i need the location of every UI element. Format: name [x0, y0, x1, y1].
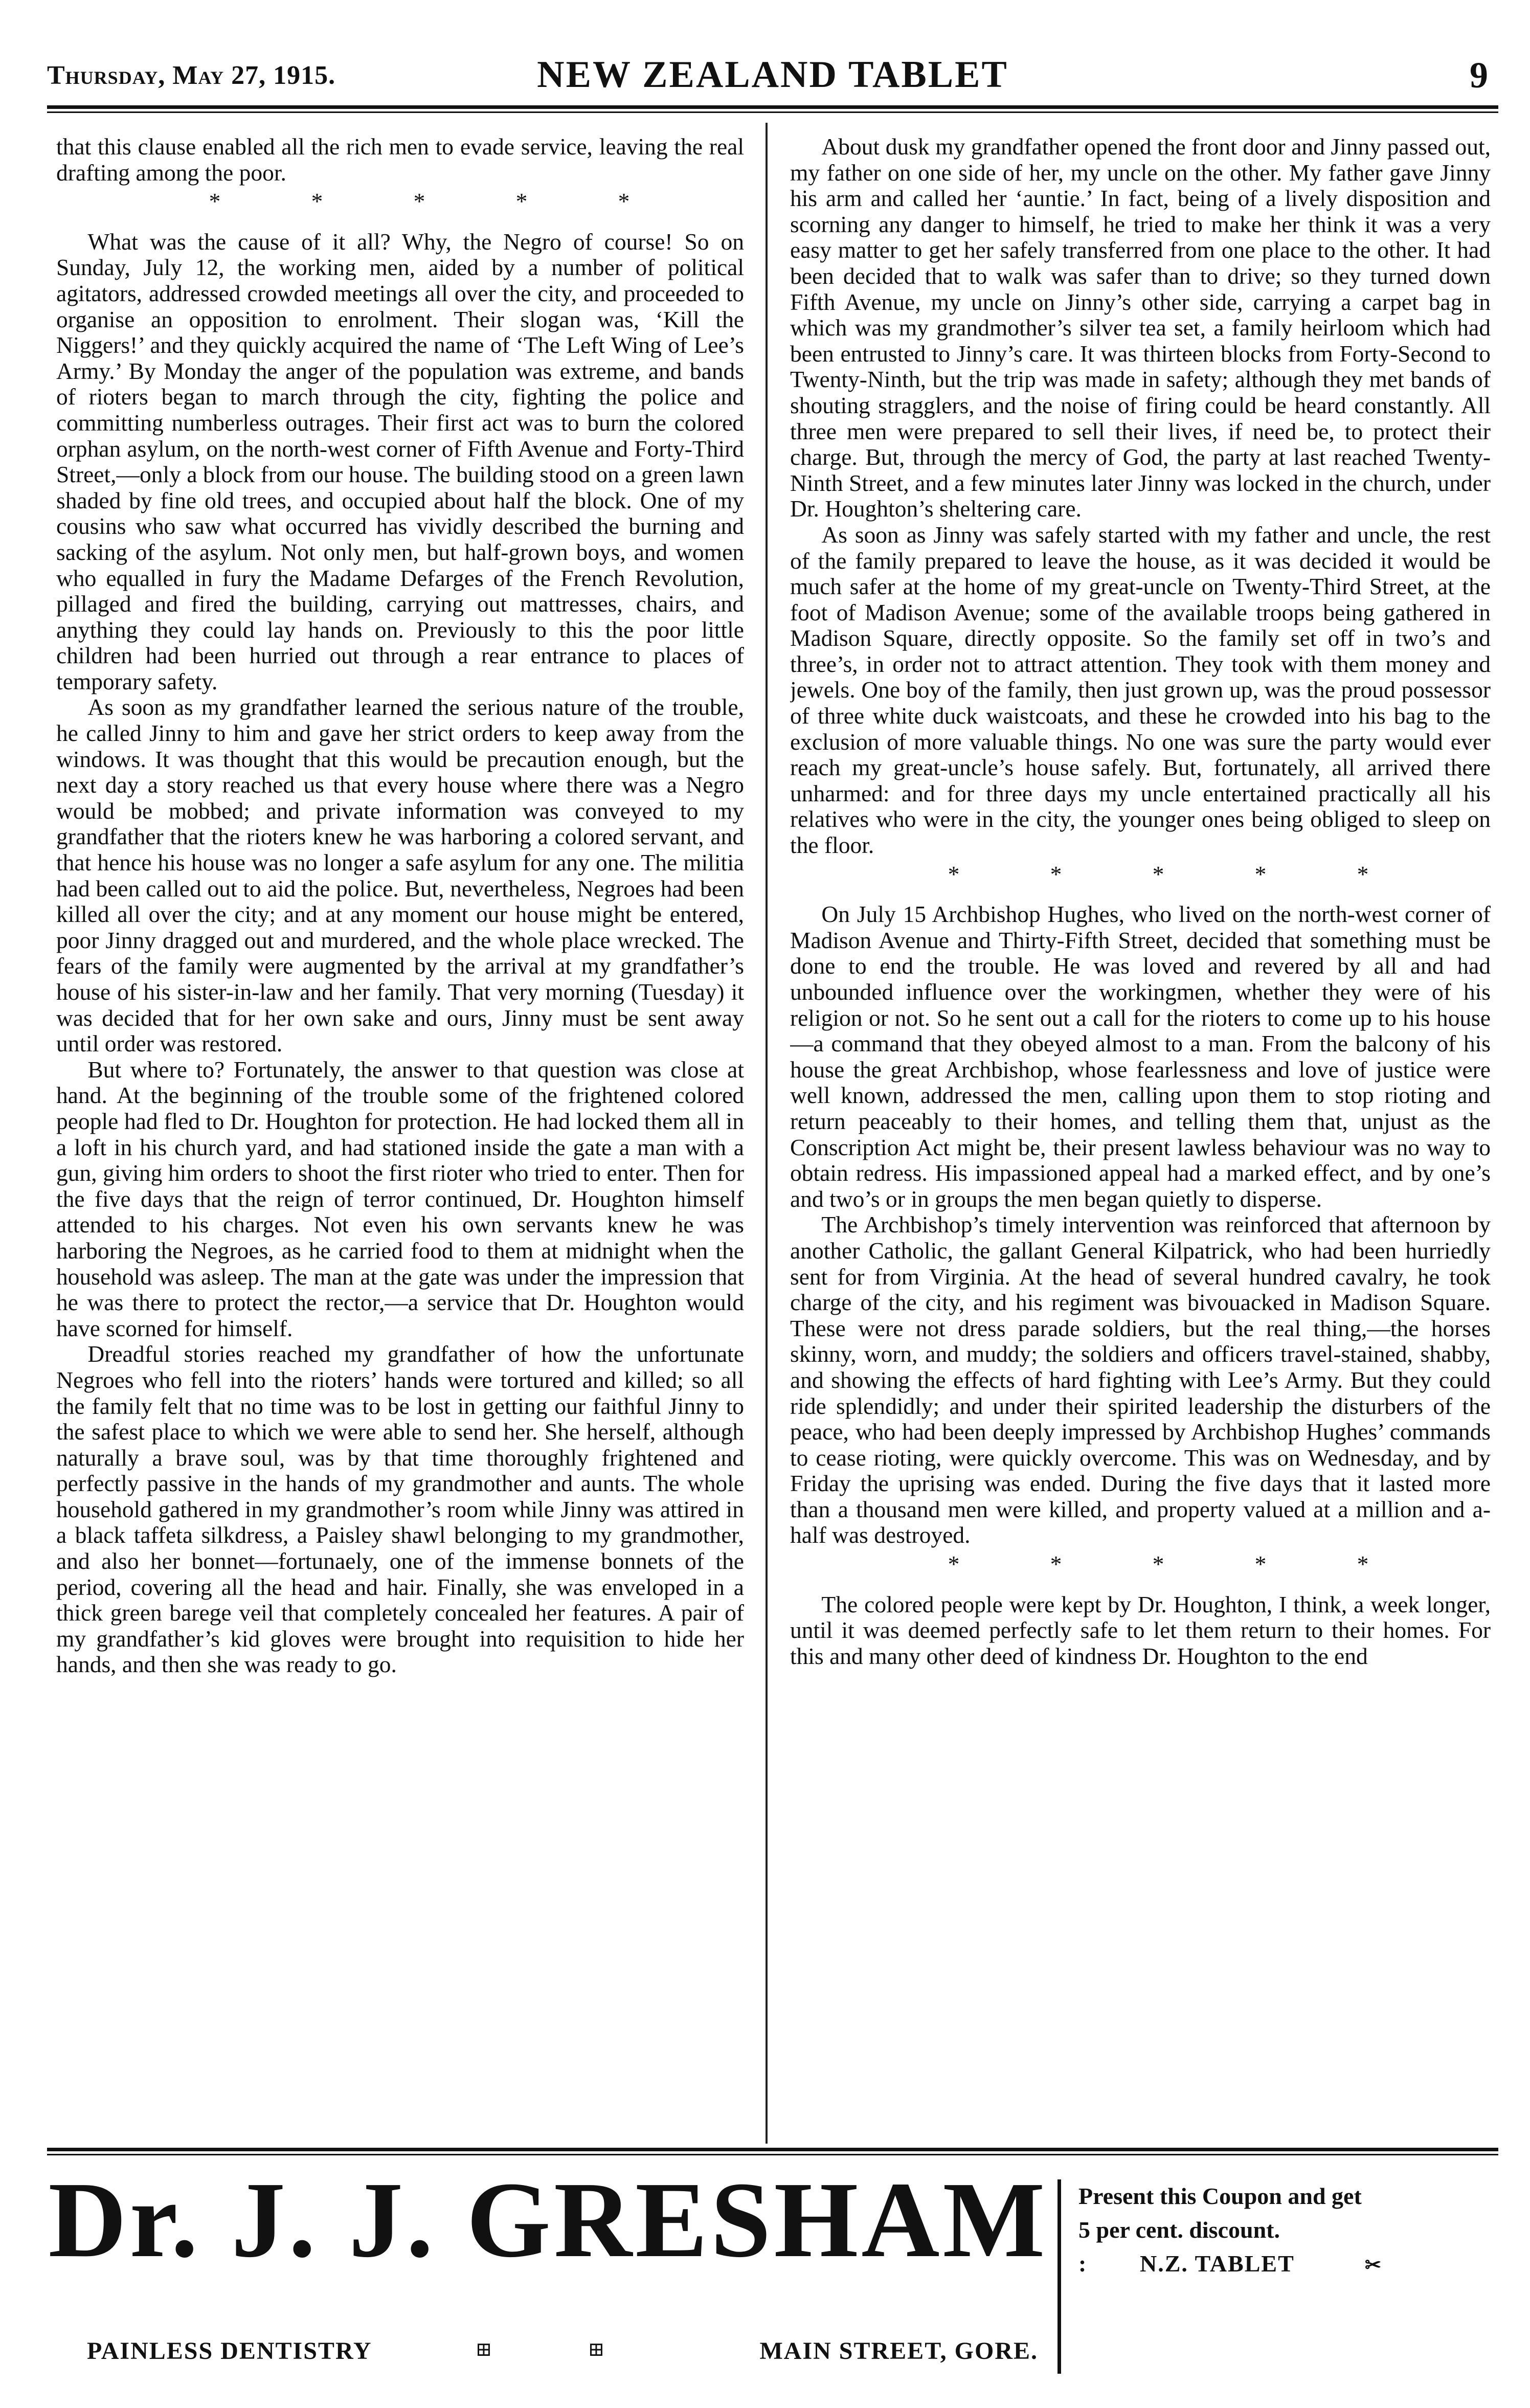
advertiser-name: Dr. J. J. GRESHAM [48, 2159, 1048, 2280]
separator-star: * [1050, 1551, 1062, 1578]
newspaper-title: NEW ZEALAND TABLET [537, 54, 1008, 96]
advertisement-service: PAINLESS DENTISTRY [87, 2337, 372, 2365]
coupon-colon: : [1078, 2251, 1087, 2277]
section-separator [790, 1551, 1491, 1578]
article-paragraph: On July 15 Archbishop Hughes, who lived on the north-west corner of Madison Avenue and Thirty-Fifth Street, decided that something must be done to end the trouble. He was loved and revered by all and had unbounded influence over the workingmen, whether they were of his religion or not. So he sent out a call for the rioters to come up to his house—a command that they obeyed almost to a man. From the balcony of his house the great Archbishop, whose fearlessness and love of justice were well known, addressed the men, calling upon them to stop rioting and return peaceably to their homes, and telling them that, unjust as the Conscription Act might be, their present lawless behaviour was no way to obtain redress. His impassioned appeal had a marked effect, and by one’s and two’s or in groups the men began quietly to disperse. [790, 901, 1491, 1212]
article-paragraph: that this clause enabled all the rich men to evade service, leaving the real drafting among the poor. [56, 134, 744, 186]
section-separator [790, 862, 1491, 888]
separator-star: * [948, 861, 960, 887]
left-column [56, 134, 744, 2139]
separator-star: * [1050, 861, 1062, 887]
separator-star: * [618, 188, 630, 215]
ornament-icon: ⊞ [476, 2339, 494, 2360]
scissor-icon: ✂ [1365, 2255, 1381, 2276]
column-divider [766, 123, 768, 2144]
coupon-discount: 5 per cent. discount. [1078, 2217, 1280, 2243]
separator-star: * [1357, 861, 1369, 887]
right-column [790, 134, 1491, 2139]
article-paragraph: But where to? Fortunately, the answer to that question was close at hand. At the beginning of the trouble some of the frightened colored people had fled to Dr. Houghton for protection. He had locked them all in a loft in his church yard, and had stationed inside the gate a man with a gun, giving him orders to shoot the first rioter who tried to enter. Then for the five days that the reign of terror continued, Dr. Houghton himself attended to his charges. Not even his own servants knew he was harboring the Negroes, as he carried food to them at midnight when the household was asleep. The man at the gate was under the impression that he was there to protect the rector,—a service that Dr. Houghton would have scorned for himself. [56, 1056, 744, 1341]
article-paragraph: The colored people were kept by Dr. Houghton, I think, a week longer, until it was deemed perfectly safe to let them return to their homes. For this and many other deed of kindness Dr. Houghton to the end [790, 1591, 1491, 1669]
article-paragraph: About dusk my grandfather opened the front door and Jinny passed out, my father on one side of her, my uncle on the other. My father gave Jinny his arm and called her ‘auntie.’ In fact, being of a lively disposition and scorning any danger to himself, he tried to make her think it was a very easy matter to get her safely transferred from one place to the other. It had been decided that to walk was safer than to drive; so they turned down Fifth Avenue, my uncle on Jinny’s other side, carrying a carpet bag in which was my grandmother’s silver tea set, a family heirloom which had been entrusted to Jinny’s care. It was thirteen blocks from Forty-Second to Twenty-Ninth, but the trip was made in safety; although they met bands of shouting stragglers, and the noise of firing could be heard constantly. All three men were prepared to sell their lives, if need be, to protect their charge. But, through the mercy of God, the party at last reached Twenty-Ninth Street, and a few minutes later Jinny was locked in the church, under Dr. Houghton’s sheltering care. [790, 134, 1491, 522]
separator-star: * [413, 188, 425, 215]
advertisement-address: MAIN STREET, GORE. [759, 2337, 1038, 2365]
separator-star: * [1357, 1551, 1369, 1578]
separator-star: * [1152, 861, 1164, 887]
separator-star: * [1152, 1551, 1164, 1578]
section-separator [56, 189, 744, 215]
article-paragraph: The Archbishop’s timely intervention was reinforced that afternoon by another Catholic, the gallant General Kilpatrick, who had been hurriedly sent for from Virginia. At the head of several hundred cavalry, he took charge of the city, and his regiment was bivouacked in Madison Square. These were not dress parade soldiers, but the real thing,—the horses skinny, worn, and muddy; the soldiers and officers travel-stained, shabby, and showing the effects of hard fighting with Lee’s Army. But they could ride splendidly; and under their spirited leadership the disturbers of the peace, who had been deeply impressed by Archbishop Hughes’ commands to cease rioting, were quickly overcome. This was on Wednesday, and by Friday the uprising was ended. During the five days that it lasted more than a thousand men were killed, and property valued at a million and a-half was destroyed. [790, 1211, 1491, 1548]
advertisement-rule-thin [47, 2154, 1498, 2155]
masthead [47, 51, 1498, 105]
advertisement-subline [87, 2337, 1038, 2373]
ornament-icon: ⊞ [588, 2339, 606, 2360]
coupon-offer: Present this Coupon and get [1078, 2183, 1362, 2209]
separator-star: * [948, 1551, 960, 1578]
coupon-tag [1078, 2247, 1467, 2282]
separator-star: * [311, 188, 323, 215]
separator-star: * [515, 188, 528, 215]
coupon-tag-label: N.Z. TABLET [1140, 2251, 1295, 2277]
masthead-rule-thin [47, 111, 1498, 113]
separator-star: * [1254, 1551, 1267, 1578]
page-number: 9 [1470, 55, 1488, 96]
advertisement-rule [47, 2148, 1498, 2151]
separator-star: * [209, 188, 221, 215]
issue-date: Thursday, May 27, 1915. [47, 61, 336, 90]
article-paragraph: What was the cause of it all? Why, the Negro of course! So on Sunday, July 12, the working men, aided by a number of political agitators, addressed crowded meetings all over the city, and proceeded to organise an opposition to enrolment. Their slogan was, ‘Kill the Niggers!’ and they quickly acquired the name of ‘The Left Wing of Lee’s Army.’ By Monday the anger of the population was extreme, and bands of rioters began to march through the city, fighting the police and committing numberless outrages. Their first act was to burn the colored orphan asylum, on the north-west corner of Fifth Avenue and Forty-Third Street,—only a block from our house. The building stood on a green lawn shaded by fine old trees, and occupied about half the block. One of my cousins who saw what occurred has vividly described the burning and sacking of the asylum. Not only men, but half-grown boys, and women who equalled in fury the Madame Defarges of the French Revolution, pillaged and fired the building, carrying out mattresses, chairs, and anything they could lay hands on. Previously to this the poor little children had been hurried out through a rear entrance to places of temporary safety. [56, 228, 744, 694]
separator-star: * [1254, 861, 1267, 887]
masthead-rule [47, 105, 1498, 109]
article-paragraph: As soon as Jinny was safely started with my father and uncle, the rest of the family prepared to leave the house, as it was decided it would be much safer at the home of my great-uncle on Twenty-Third Street, at the foot of Madison Avenue; some of the available troops being gathered in Madison Square, directly opposite. So the family set off in two’s and three’s, in order not to attract attention. They took with them money and jewels. One boy of the family, then just grown up, was the proud possessor of three white duck waistcoats, and these he crowded into his bag to the exclusion of more valuable things. No one was sure the party would ever reach my great-uncle’s house safely. But, fortunately, all arrived there unharmed: and for three days my uncle entertained practically all his relatives who were in the city, the younger ones being obliged to sleep on the floor. [790, 521, 1491, 859]
article-paragraph: Dreadful stories reached my grandfather of how the unfortunate Negroes who fell into the rioters’ hands were tortured and killed; so all the family felt that no time was to be lost in getting our faithful Jinny to the safest place to which we were able to send her. She herself, although naturally a brave soul, was by that time thoroughly frightened and perfectly passive in the hands of my grandmother and aunts. The whole household gathered in my grandmother’s room while Jinny was attired in a black taffeta silkdress, a Paisley shawl belonging to my grandmother, and also her bonnet—fortunaely, one of the immense bonnets of the period, covering all the head and hair. Finally, she was enveloped in a thick green barege veil that completely concealed her features. A pair of my grandfather’s kid gloves were brought into requisition to hide her hands, and then she was ready to go. [56, 1341, 744, 1678]
article-paragraph: As soon as my grandfather learned the serious nature of the trouble, he called Jinny to him and gave her strict orders to keep away from the windows. It was thought that this would be precaution enough, but the next day a story reached us that every house where there was a Negro would be mobbed; and private information was conveyed to my grandfather that the rioters knew he was harboring a colored servant, and that hence his house was no longer a safe asylum for any one. The militia had been called out to aid the police. But, nevertheless, Negroes had been killed all over the city; and at any moment our house might be entered, poor Jinny dragged out and murdered, and the whole place wrecked. The fears of the family were augmented by the arrival at my grandfather’s house of his sister-in-law and her family. That very morning (Tuesday) it was decided that for her own sake and ours, Jinny must be sent away until order was restored. [56, 694, 744, 1057]
discount-coupon[interactable] [1058, 2179, 1467, 2374]
